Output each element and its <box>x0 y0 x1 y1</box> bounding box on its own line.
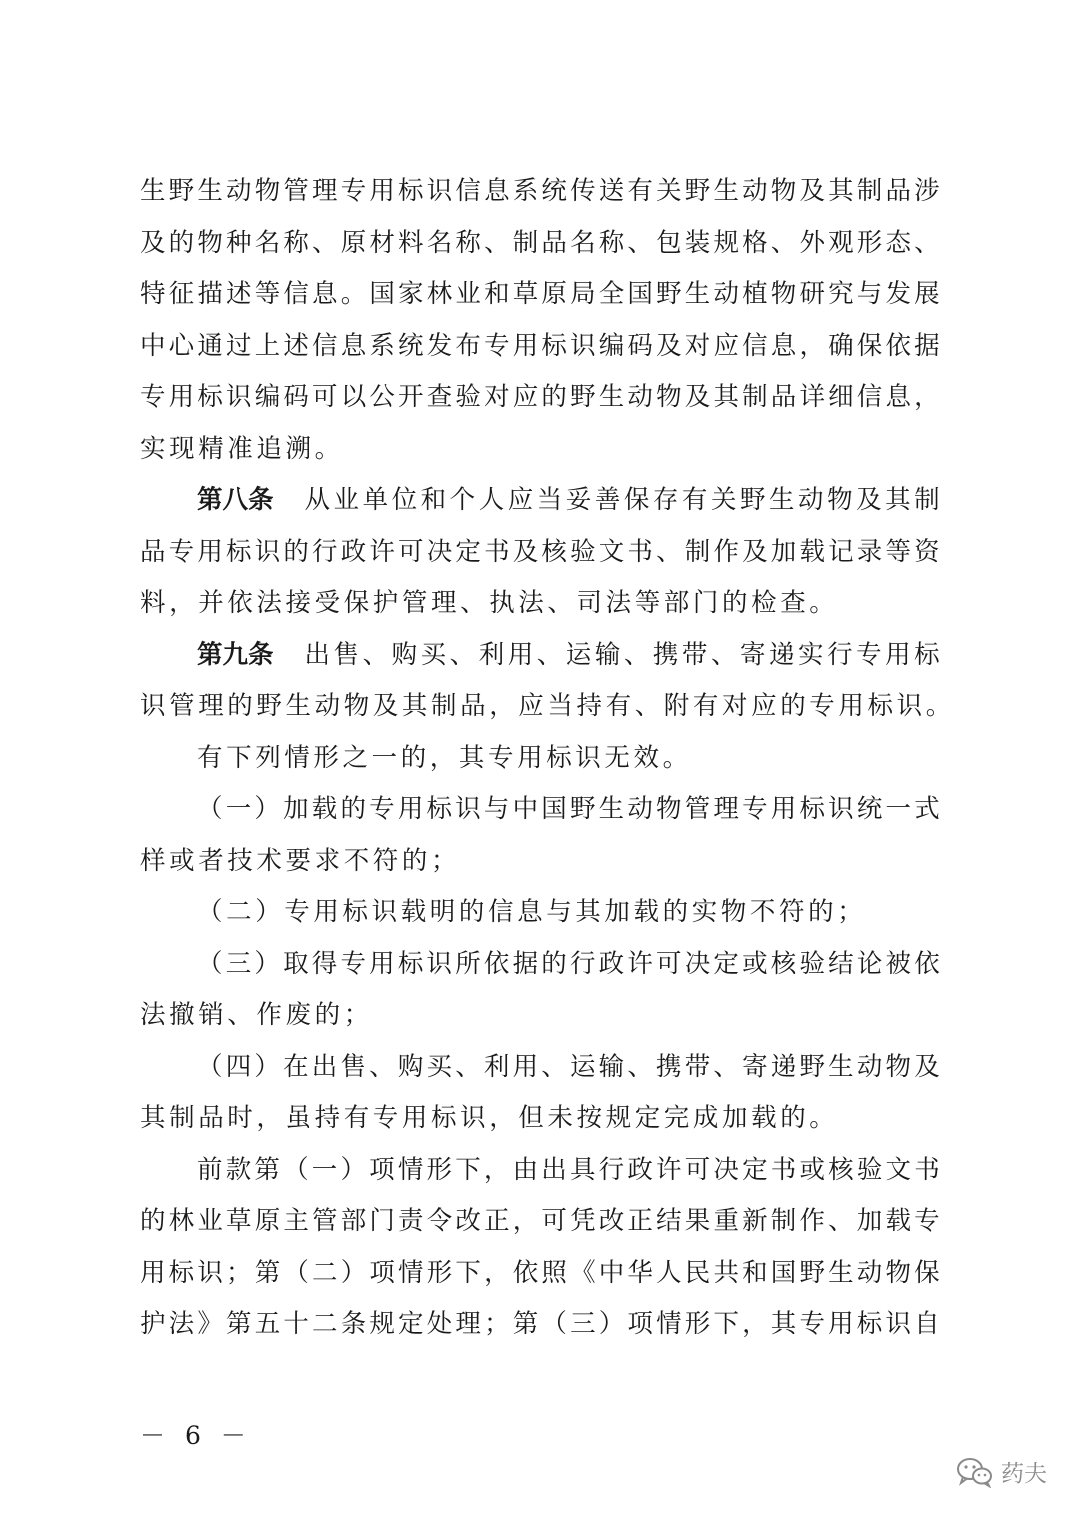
text-line: 其制品时，虽持有专用标识，但未按规定完成加载的。 <box>140 1103 839 1133</box>
text-line <box>140 1042 940 1094</box>
text-line <box>140 1196 940 1248</box>
document-body <box>140 166 955 1351</box>
text-line <box>140 939 940 991</box>
line-text: 及 的 物 种 名 称 、 原 材 料 名 称 、 制 品 名 称 、 包 装 规 格 、 外 观 形 态 、 <box>140 227 940 258</box>
line-text: 专 用 标 识 编 码 可 以 公 开 查 验 对 应 的 野 生 动 物 及 其 制 品 详 细 信 息 ， <box>140 382 940 412</box>
text-line <box>140 1145 940 1197</box>
text-line <box>140 527 940 579</box>
text-line <box>140 630 940 682</box>
text-line: 实现精准追溯。 <box>140 433 344 464</box>
text-line: 有下列情形之一的，其专用标识无效。 <box>197 742 692 773</box>
text-line <box>140 166 940 218</box>
line-text: 生 野 生 动 物 管 理 专 用 标 识 信 息 系 统 传 送 有 关 野 生 动 物 及 其 制 品 涉 <box>140 176 940 206</box>
line-text: 用 标 识 ； 第 （ 二 ） 项 情 形 下 ， 依 照 《 中 华 人 民 共 和 国 野 生 动 物 保 <box>140 1257 940 1288</box>
text-line <box>140 1248 940 1300</box>
line-text: （ 四 ） 在 出 售 、 购 买 、 利 用 、 运 输 、 携 带 、 寄 递 野 生 动 物 及 <box>197 1051 940 1082</box>
text-line <box>140 269 940 321</box>
line-text: 特 征 描 述 等 信 息 。 国 家 林 业 和 草 原 局 全 国 野 生 动 植 物 研 究 与 发 展 <box>140 279 940 309</box>
page-number: － 6 － <box>140 1421 252 1450</box>
text-line <box>140 475 940 527</box>
text-line <box>140 321 940 373</box>
wechat-icon <box>955 1456 995 1488</box>
line-text: 的 林 业 草 原 主 管 部 门 责 令 改 正 ， 可 凭 改 正 结 果 重 新 制 作 、 加 载 专 <box>140 1206 940 1236</box>
watermark-label: 药夫 <box>1001 1461 1047 1487</box>
line-text: 前 款 第 （ 一 ） 项 情 形 下 ， 由 出 具 行 政 许 可 决 定 书 或 核 验 文 书 <box>197 1154 940 1185</box>
article-heading: 第九条 <box>197 639 274 670</box>
line-text: （ 一 ） 加 载 的 专 用 标 识 与 中 国 野 生 动 物 管 理 专 用 标 识 统 一 式 <box>197 794 940 824</box>
text-line: 样或者技术要求不符的； <box>140 845 461 876</box>
text-line: （二）专用标识载明的信息与其加载的实物不符的； <box>197 897 867 927</box>
text-line: 法撤销、作废的； <box>140 1000 373 1030</box>
text-line: 识管理的野生动物及其制品，应当持有、附有对应的专用标识。 <box>140 691 955 721</box>
text-line <box>140 218 940 270</box>
line-text: 中 心 通 过 上 述 信 息 系 统 发 布 专 用 标 识 编 码 及 对 应 信 息 ， 确 保 依 据 <box>140 330 940 361</box>
article-heading: 第八条 <box>197 485 274 515</box>
line-text: 品 专 用 标 识 的 行 政 许 可 决 定 书 及 核 验 文 书 、 制 作 及 加 载 记 录 等 资 <box>140 536 940 567</box>
line-text: （ 三 ） 取 得 专 用 标 识 所 依 据 的 行 政 许 可 决 定 或 核 验 结 论 被 依 <box>197 948 940 979</box>
text-line <box>140 784 940 836</box>
line-text: 护 法 》 第 五 十 二 条 规 定 处 理 ； 第 （ 三 ） 项 情 形 下 ， 其 专 用 标 识 自 <box>140 1309 940 1339</box>
text-line <box>140 1299 940 1351</box>
line-text: 出 售 、 购 买 、 利 用 、 运 输 、 携 带 、 寄 递 实 行 专 用 标 <box>304 639 940 670</box>
watermark <box>955 1455 1047 1488</box>
line-text: 从 业 单 位 和 个 人 应 当 妥 善 保 存 有 关 野 生 动 物 及 其 制 <box>304 485 940 515</box>
text-line: 料，并依法接受保护管理、执法、司法等部门的检查。 <box>140 588 839 618</box>
text-line <box>140 372 940 424</box>
